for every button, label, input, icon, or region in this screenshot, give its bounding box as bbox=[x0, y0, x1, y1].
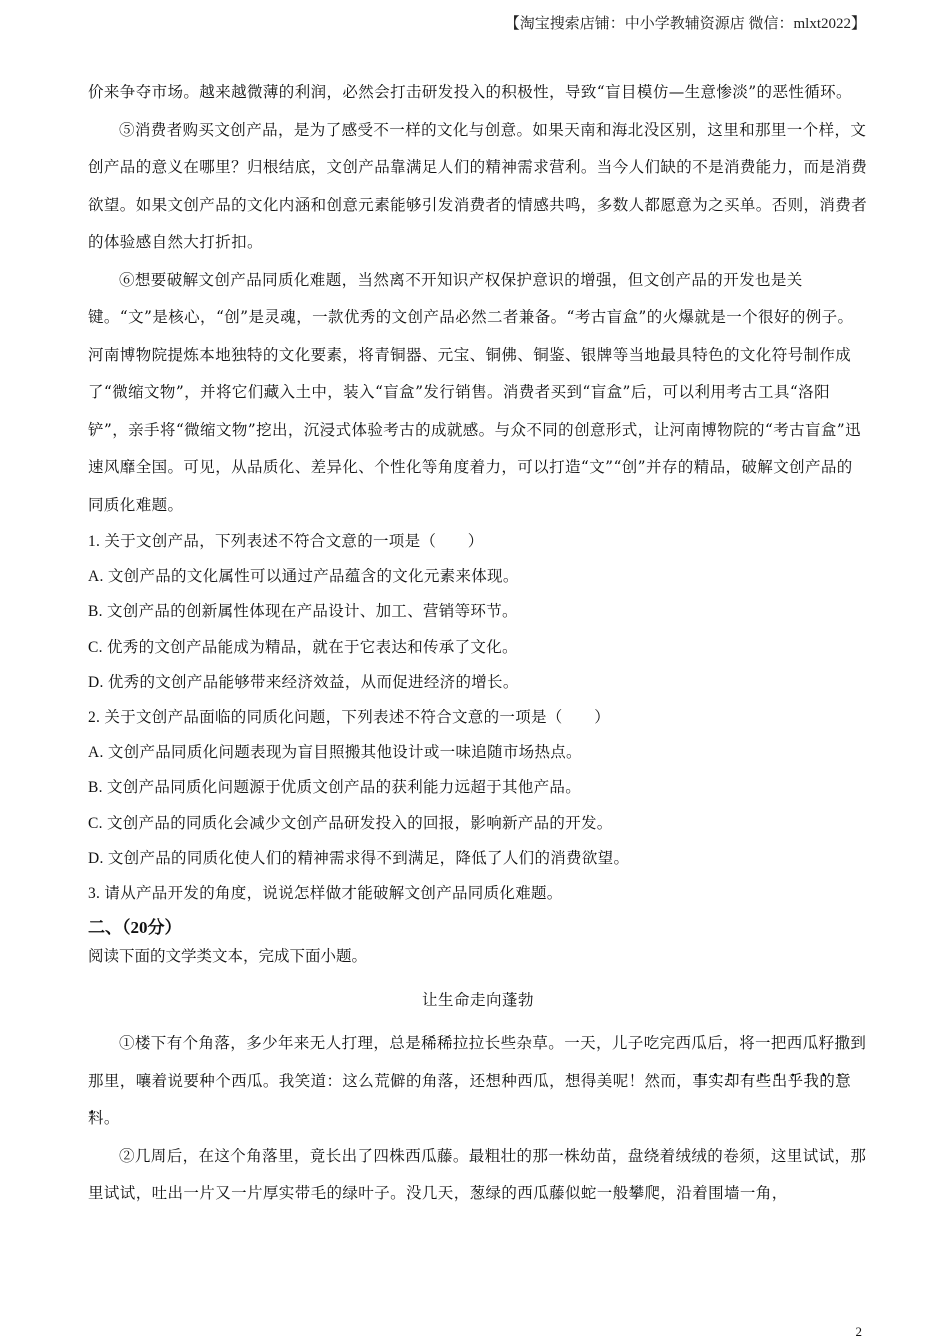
question-1-option-c: C. 优秀的文创产品能成为精品，就在于它表达和传承了文化。 bbox=[88, 638, 518, 656]
page-header: 【淘宝搜索店铺：中小学教辅资源店 微信：mlxt2022】 bbox=[504, 16, 866, 32]
question-2-option-d: D. 文创产品的同质化使人们的精神需求得不到满足，降低了人们的消费欲望。 bbox=[88, 849, 630, 867]
question-1-option-b: B. 文创产品的创新属性体现在产品设计、加工、营销等环节。 bbox=[88, 603, 518, 621]
story-paragraph-1-end: 。 bbox=[103, 1109, 120, 1128]
story-paragraph-1 bbox=[88, 1025, 868, 1138]
story-paragraph-1-text: ①楼下有个角落，多少年来无人打理，总是稀稀拉拉长些杂草。一天，儿子吃完西瓜后，将一把西瓜籽撒到那里，嚷着说要种个西瓜。我笑道：这么荒僻的角落，还想种西瓜，想得美呢！然而， bbox=[88, 1034, 867, 1090]
question-1-option-a: A. 文创产品的文化属性可以通过产品蕴含的文化元素来体现。 bbox=[88, 568, 519, 586]
question-3-stem: 3. 请从产品开发的角度，说说怎样做才能破解文创产品同质化难题。 bbox=[88, 885, 563, 903]
question-1-option-d: D. 优秀的文创产品能够带来经济效益，从而促进经济的增长。 bbox=[88, 673, 519, 691]
question-2-option-c: C. 文创产品的同质化会减少文创产品研发投入的回报，影响新产品的开发。 bbox=[88, 814, 613, 832]
question-2-option-b: B. 文创产品同质化问题源于优质文创产品的获利能力远超于其他产品。 bbox=[88, 779, 581, 797]
emphasized-phrase: 事实却有些出乎我的意料 bbox=[88, 1071, 852, 1128]
question-2-option-a: A. 文创产品同质化问题表现为盲目照搬其他设计或一味追随市场热点。 bbox=[88, 744, 582, 762]
section-heading: 二、（20分） bbox=[88, 918, 182, 938]
passage-paragraph-6: ⑥想要破解文创产品同质化难题，当然离不开知识产权保护意识的增强，但文创产品的开发也是关键。“文”是核心，“创”是灵魂，一款优秀的文创产品必然二者兼备。“考古盲盒”的火爆就是一个很好的例子。河南博物院提炼本地独特的文化要素，将青铜器、元宝、铜佛、铜鉴、银牌等当地最具特色的文化符号制作成了“微缩文物”，并将它们藏入土中，装入“盲盒”发行销售。消费者买到“盲盒”后，可以利用考古工具“洛阳铲”，亲手将“微缩文物”挖出，沉浸式体验考古的成就感。与众不同的创意形式，让河南博物院的“考古盲盒”迅速风靡全国。可见，从品质化、差异化、个性化等角度着力，可以打造“文”“创”并存的精品，破解文创产品的同质化难题。 bbox=[88, 270, 862, 514]
question-1-stem: 1. 关于文创产品，下列表述不符合文意的一项是（ ） bbox=[88, 533, 484, 550]
story-paragraph-2: ②几周后，在这个角落里，竟长出了四株西瓜藤。最粗壮的那一株幼苗，盘绕着绒绒的卷须，这里试试，那里试试，吐出一片又一片厚实带毛的绿叶子。没几天，葱绿的西瓜藤似蛇一般攀爬，沿着围墙一角， bbox=[88, 1146, 867, 1203]
question-2 bbox=[88, 700, 868, 876]
page-number: 2 bbox=[855, 1324, 862, 1339]
section-instruction: 阅读下面的文学类文本，完成下面小题。 bbox=[88, 948, 368, 966]
story-title: 让生命走向蓬勃 bbox=[421, 991, 534, 1010]
question-2-stem: 2. 关于文创产品面临的同质化问题，下列表述不符合文意的一项是（ ） bbox=[88, 709, 611, 727]
page-content bbox=[88, 74, 868, 1213]
passage-paragraph-5: ⑤消费者购买文创产品，是为了感受不一样的文化与创意。如果天南和海北没区别，这里和那里一个样，文创产品的意义在哪里？归根结底，文创产品靠满足人们的精神需求营利。当今人们缺的不是消费能力，而是消费欲望。如果文创产品的文化内涵和创意元素能够引发消费者的情感共鸣，多数人都愿意为之买单。否则，消费者的体验感自然大打折扣。 bbox=[88, 120, 868, 251]
passage-paragraph-4-continued: 价来争夺市场。越来越微薄的利润，必然会打击研发投入的积极性，导致“盲目模仿—生意惨淡”的恶性循环。 bbox=[88, 83, 852, 101]
question-1 bbox=[88, 524, 868, 700]
